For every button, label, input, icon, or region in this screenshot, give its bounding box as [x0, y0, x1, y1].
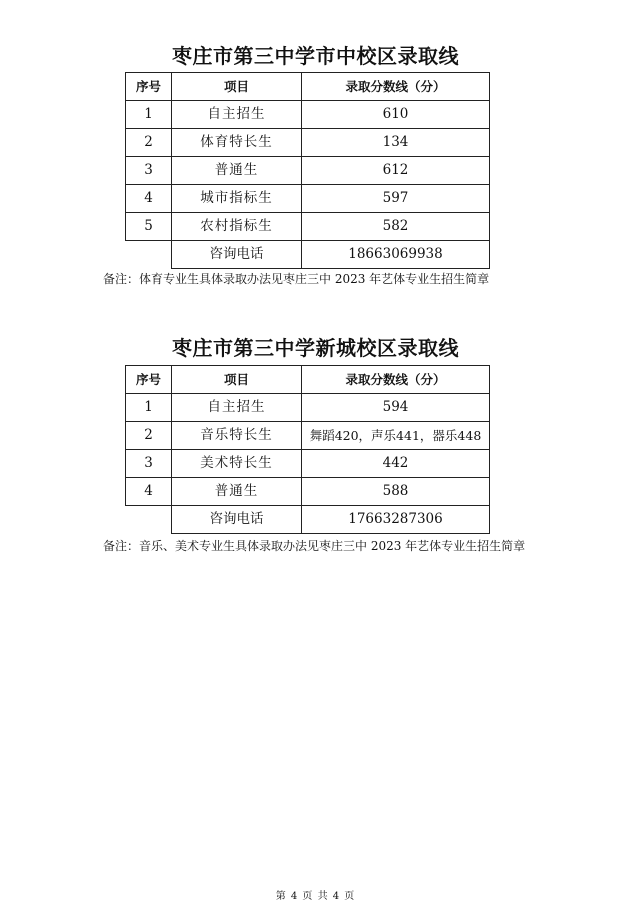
header-item: 项目 — [172, 73, 302, 101]
row-score: 610 — [302, 101, 490, 129]
table-row — [126, 129, 490, 157]
phone-label: 咨询电话 — [172, 241, 302, 269]
row-item: 自主招生 — [172, 101, 302, 129]
section1-note: 备注：体育专业生具体录取办法见枣庄三中 2023 年艺体专业生招生简章 — [103, 272, 490, 286]
table-row — [126, 157, 490, 185]
header-no: 序号 — [126, 366, 172, 394]
row-score: 442 — [302, 450, 490, 478]
table-row — [126, 422, 490, 450]
row-score: 597 — [302, 185, 490, 213]
row-no: 5 — [126, 213, 172, 241]
row-no: 3 — [126, 450, 172, 478]
row-no: 2 — [126, 129, 172, 157]
row-item: 音乐特长生 — [172, 422, 302, 450]
row-item: 普通生 — [172, 478, 302, 506]
row-score: 舞蹈420，声乐441，器乐448 — [302, 422, 490, 450]
row-no: 4 — [126, 478, 172, 506]
section1-title: 枣庄市第三中学市中校区录取线 — [172, 44, 459, 68]
row-no: 1 — [126, 394, 172, 422]
table-row — [126, 478, 490, 506]
row-no: 2 — [126, 422, 172, 450]
row-score: 588 — [302, 478, 490, 506]
table-header-row — [126, 73, 490, 101]
phone-number: 18663069938 — [302, 241, 490, 269]
header-item: 项目 — [172, 366, 302, 394]
admission-table-shizhong — [125, 72, 490, 269]
phone-blank — [126, 241, 172, 269]
row-score: 612 — [302, 157, 490, 185]
row-item: 普通生 — [172, 157, 302, 185]
table-row — [126, 101, 490, 129]
row-no: 3 — [126, 157, 172, 185]
row-score: 594 — [302, 394, 490, 422]
table-row — [126, 394, 490, 422]
table-header-row — [126, 366, 490, 394]
section2-title: 枣庄市第三中学新城校区录取线 — [172, 336, 459, 360]
header-score: 录取分数线（分） — [302, 73, 490, 101]
row-item: 体育特长生 — [172, 129, 302, 157]
row-no: 1 — [126, 101, 172, 129]
row-item: 城市指标生 — [172, 185, 302, 213]
row-item: 自主招生 — [172, 394, 302, 422]
header-no: 序号 — [126, 73, 172, 101]
table-row — [126, 213, 490, 241]
header-score: 录取分数线（分） — [302, 366, 490, 394]
phone-blank — [126, 506, 172, 534]
row-score: 134 — [302, 129, 490, 157]
row-score: 582 — [302, 213, 490, 241]
admission-table-xincheng — [125, 365, 490, 534]
row-item: 美术特长生 — [172, 450, 302, 478]
row-no: 4 — [126, 185, 172, 213]
phone-label: 咨询电话 — [172, 506, 302, 534]
table-row — [126, 450, 490, 478]
phone-row — [126, 506, 490, 534]
page-footer: 第 4 页 共 4 页 — [275, 891, 356, 902]
phone-row — [126, 241, 490, 269]
row-item: 农村指标生 — [172, 213, 302, 241]
table-row — [126, 185, 490, 213]
section2-note: 备注：音乐、美术专业生具体录取办法见枣庄三中 2023 年艺体专业生招生简章 — [103, 539, 526, 553]
phone-number: 17663287306 — [302, 506, 490, 534]
